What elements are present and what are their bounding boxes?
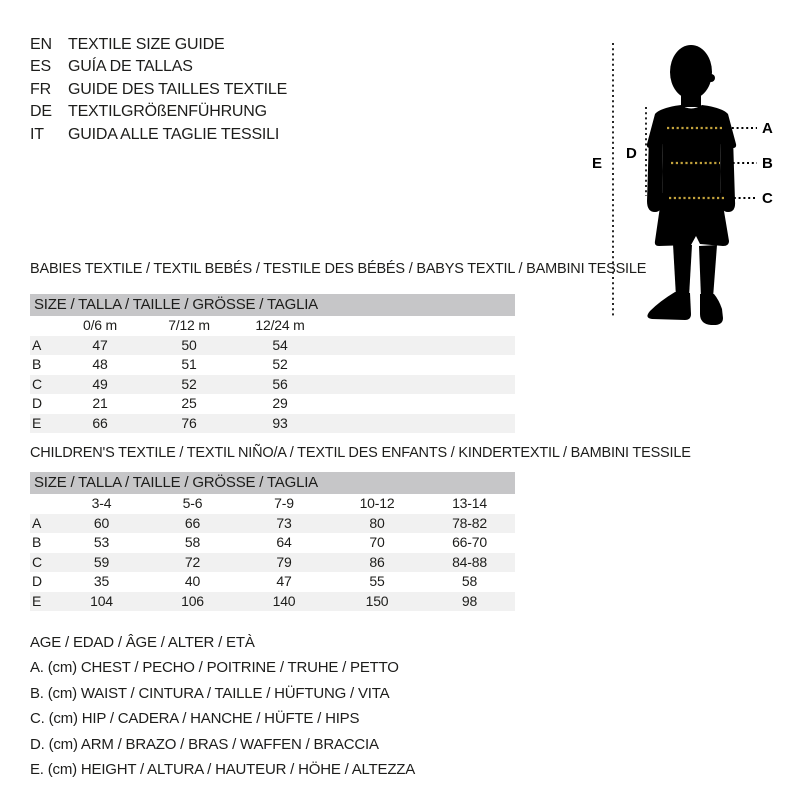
row-label: D [32, 573, 42, 589]
row-label: A [32, 514, 42, 531]
height-label: E [592, 155, 602, 172]
language-label: TEXTILE SIZE GUIDE [68, 36, 225, 53]
waist-label: B [762, 155, 773, 172]
table-cell: 25 [181, 395, 197, 411]
child-silhouette [647, 45, 736, 325]
legend-line: A. (cm) CHEST / PECHO / POITRINE / TRUHE / PETTO [30, 659, 399, 677]
table-cell: 98 [461, 592, 478, 609]
table-cell: 21 [92, 395, 108, 411]
table-cell: 55 [369, 573, 385, 589]
language-line [30, 124, 287, 146]
language-title-block [30, 34, 287, 146]
column-header-row [30, 494, 515, 514]
table-cell: 104 [90, 592, 113, 609]
children-section-title: CHILDREN'S TEXTILE / TEXTIL NIÑO/A / TEXTIL DES ENFANTS / KINDERTEXTIL / BAMBINI TESSILE [30, 445, 691, 461]
measurement-figure [560, 25, 800, 325]
child-silhouette-diagram [560, 25, 800, 325]
table-cell: 66 [92, 414, 108, 431]
children-size-table [30, 472, 515, 611]
size-header-bar: SIZE / TALLA / TAILLE / GRÖSSE / TAGLIA [30, 472, 515, 494]
table-cell: 53 [93, 534, 110, 550]
table-cell: 54 [272, 336, 288, 353]
table-cell: 72 [184, 553, 201, 570]
arm-label: D [626, 145, 637, 162]
legend-line: D. (cm) ARM / BRAZO / BRAS / WAFFEN / BRACCIA [30, 735, 379, 753]
language-code: FR [30, 80, 51, 98]
language-code: ES [30, 58, 51, 76]
table-cell: 52 [181, 375, 197, 392]
table-cell: 35 [93, 573, 110, 589]
language-code: DE [30, 103, 52, 121]
language-line [30, 34, 287, 56]
row-label [30, 494, 56, 514]
chest-label: A [762, 120, 773, 137]
table-cell: 106 [181, 592, 204, 609]
hip-label: C [762, 190, 773, 207]
row-label: C [32, 375, 42, 392]
table-cell: 84-88 [452, 553, 487, 570]
legend-line: B. (cm) WAIST / CINTURA / TAILLE / HÜFTUNG / VITA [30, 684, 390, 702]
row-label [30, 316, 56, 336]
table-cell: 66 [184, 514, 201, 531]
table-cell: 12/24 m [255, 317, 305, 333]
row-label: C [32, 553, 42, 570]
table-row [30, 514, 515, 534]
table-cell: 150 [365, 592, 389, 609]
table-cell: 140 [272, 592, 296, 609]
table-row [30, 375, 515, 395]
language-code: IT [30, 125, 44, 143]
column-header-row [30, 316, 515, 336]
table-row [30, 414, 515, 434]
table-cell: 64 [276, 534, 292, 550]
legend-line: AGE / EDAD / ÂGE / ALTER / ETÀ [30, 634, 255, 651]
table-cell: 56 [272, 375, 288, 392]
row-label: B [32, 356, 42, 372]
table-cell: 51 [181, 356, 197, 372]
table-cell: 93 [272, 414, 288, 431]
language-label: GUIDA ALLE TAGLIE TESSILI [68, 125, 280, 143]
table-cell: 47 [92, 336, 108, 353]
language-label: GUIDE DES TAILLES TEXTILE [68, 80, 288, 98]
language-label: TEXTILGRÖßENFÜHRUNG [68, 103, 267, 121]
language-line [30, 101, 287, 123]
row-label: B [32, 534, 42, 550]
table-cell: 86 [369, 553, 385, 570]
legend-line: C. (cm) HIP / CADERA / HANCHE / HÜFTE / HIPS [30, 710, 360, 728]
table-cell: 80 [369, 514, 385, 531]
language-label: GUÍA DE TALLAS [68, 58, 193, 76]
legend-line: E. (cm) HEIGHT / ALTURA / HAUTEUR / HÖHE / ALTEZZA [30, 760, 416, 778]
table-row [30, 553, 515, 573]
table-cell: 40 [184, 573, 201, 589]
table-cell: 58 [461, 573, 478, 589]
table-cell: 47 [276, 573, 292, 589]
table-cell: 5-6 [182, 495, 203, 511]
table-cell: 50 [181, 336, 197, 353]
table-cell: 48 [92, 356, 108, 372]
table-cell: 76 [181, 414, 197, 431]
table-cell: 49 [92, 375, 108, 392]
measurement-legend [30, 630, 415, 782]
table-cell: 0/6 m [82, 317, 117, 333]
table-row [30, 572, 515, 592]
table-row [30, 533, 515, 553]
babies-section-title: BABIES TEXTILE / TEXTIL BEBÉS / TESTILE DES BÉBÉS / BABYS TEXTIL / BAMBINI TESSILE [30, 261, 647, 277]
table-cell: 78-82 [452, 514, 487, 531]
table-row [30, 355, 515, 375]
language-code: EN [30, 36, 52, 53]
table-cell: 29 [272, 395, 288, 411]
table-cell: 66-70 [452, 534, 487, 550]
table-cell: 52 [272, 356, 288, 372]
table-cell: 60 [93, 514, 110, 531]
table-row [30, 394, 515, 414]
table-cell: 59 [93, 553, 110, 570]
table-row [30, 336, 515, 356]
table-cell: 7-9 [274, 495, 294, 511]
language-line [30, 56, 287, 78]
row-label: E [32, 592, 42, 609]
babies-size-table [30, 294, 515, 433]
size-header-bar: SIZE / TALLA / TAILLE / GRÖSSE / TAGLIA [30, 294, 515, 316]
table-cell: 70 [369, 534, 385, 550]
table-cell: 10-12 [359, 495, 395, 511]
table-cell: 3-4 [91, 495, 112, 511]
row-label: D [32, 395, 42, 411]
table-row [30, 592, 515, 612]
table-cell: 79 [276, 553, 292, 570]
language-line [30, 79, 287, 101]
table-cell: 73 [276, 514, 292, 531]
row-label: E [32, 414, 42, 431]
table-cell: 58 [184, 534, 201, 550]
row-label: A [32, 336, 42, 353]
table-cell: 7/12 m [168, 317, 210, 333]
table-cell: 13-14 [452, 495, 487, 511]
